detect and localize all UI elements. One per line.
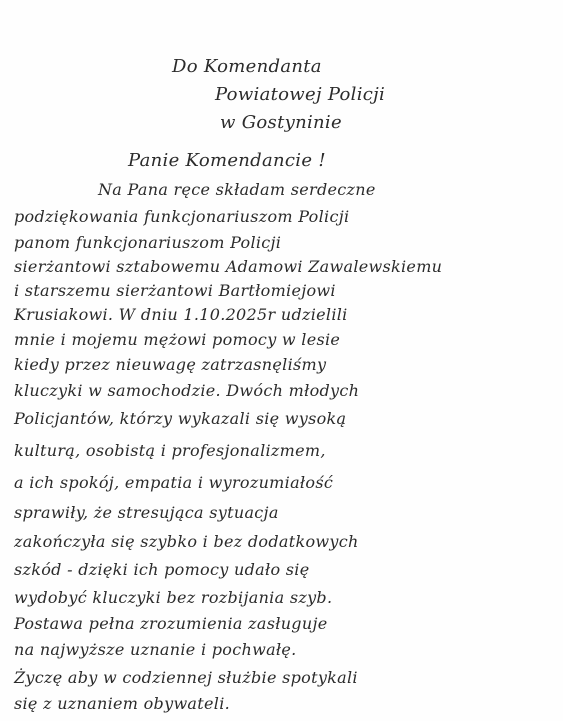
body-line-2: podziękowania funkcjonariuszom Policji [14, 207, 350, 226]
body-line-16: wydobyć kluczyki bez rozbijania szyb. [14, 588, 333, 607]
body-line-11: kulturą, osobistą i profesjonalizmem, [14, 441, 326, 460]
body-line-7: mnie i mojemu mężowi pomocy w lesie [14, 330, 341, 349]
address-line-2: Powiatowej Policji [215, 84, 386, 105]
body-line-8: kiedy przez nieuwagę zatrzasnęliśmy [14, 355, 327, 374]
body-line-13: sprawiły, że stresująca sytuacja [14, 503, 279, 522]
body-line-20: się z uznaniem obywateli. [14, 694, 230, 713]
body-line-4: sierżantowi sztabowemu Adamowi Zawalewskiemu [14, 257, 443, 276]
body-line-15: szkód - dzięki ich pomocy udało się [14, 560, 310, 579]
body-line-17: Postawa pełna zrozumienia zasługuje [14, 614, 328, 633]
body-line-10: Policjantów, którzy wykazali się wysoką [14, 409, 347, 428]
body-line-1: Na Pana ręce składam serdeczne [98, 180, 376, 199]
body-line-9: kluczyki w samochodzie. Dwóch młodych [14, 381, 360, 400]
body-line-18: na najwyższe uznanie i pochwałę. [14, 640, 297, 659]
body-line-12: a ich spokój, empatia i wyrozumiałość [14, 473, 334, 492]
body-line-3: panom funkcjonariuszom Policji [14, 233, 282, 252]
body-line-14: zakończyła się szybko i bez dodatkowych [14, 532, 359, 551]
body-line-5: i starszemu sierżantowi Bartłomiejowi [14, 281, 336, 300]
body-line-6: Krusiakowi. W dniu 1.10.2025r udzielili [14, 305, 348, 324]
address-line-1: Do Komendanta [172, 56, 322, 77]
address-line-3: w Gostyninie [220, 112, 342, 133]
salutation: Panie Komendancie ! [128, 150, 326, 171]
body-line-19: Życzę aby w codziennej służbie spotykali [14, 668, 358, 687]
